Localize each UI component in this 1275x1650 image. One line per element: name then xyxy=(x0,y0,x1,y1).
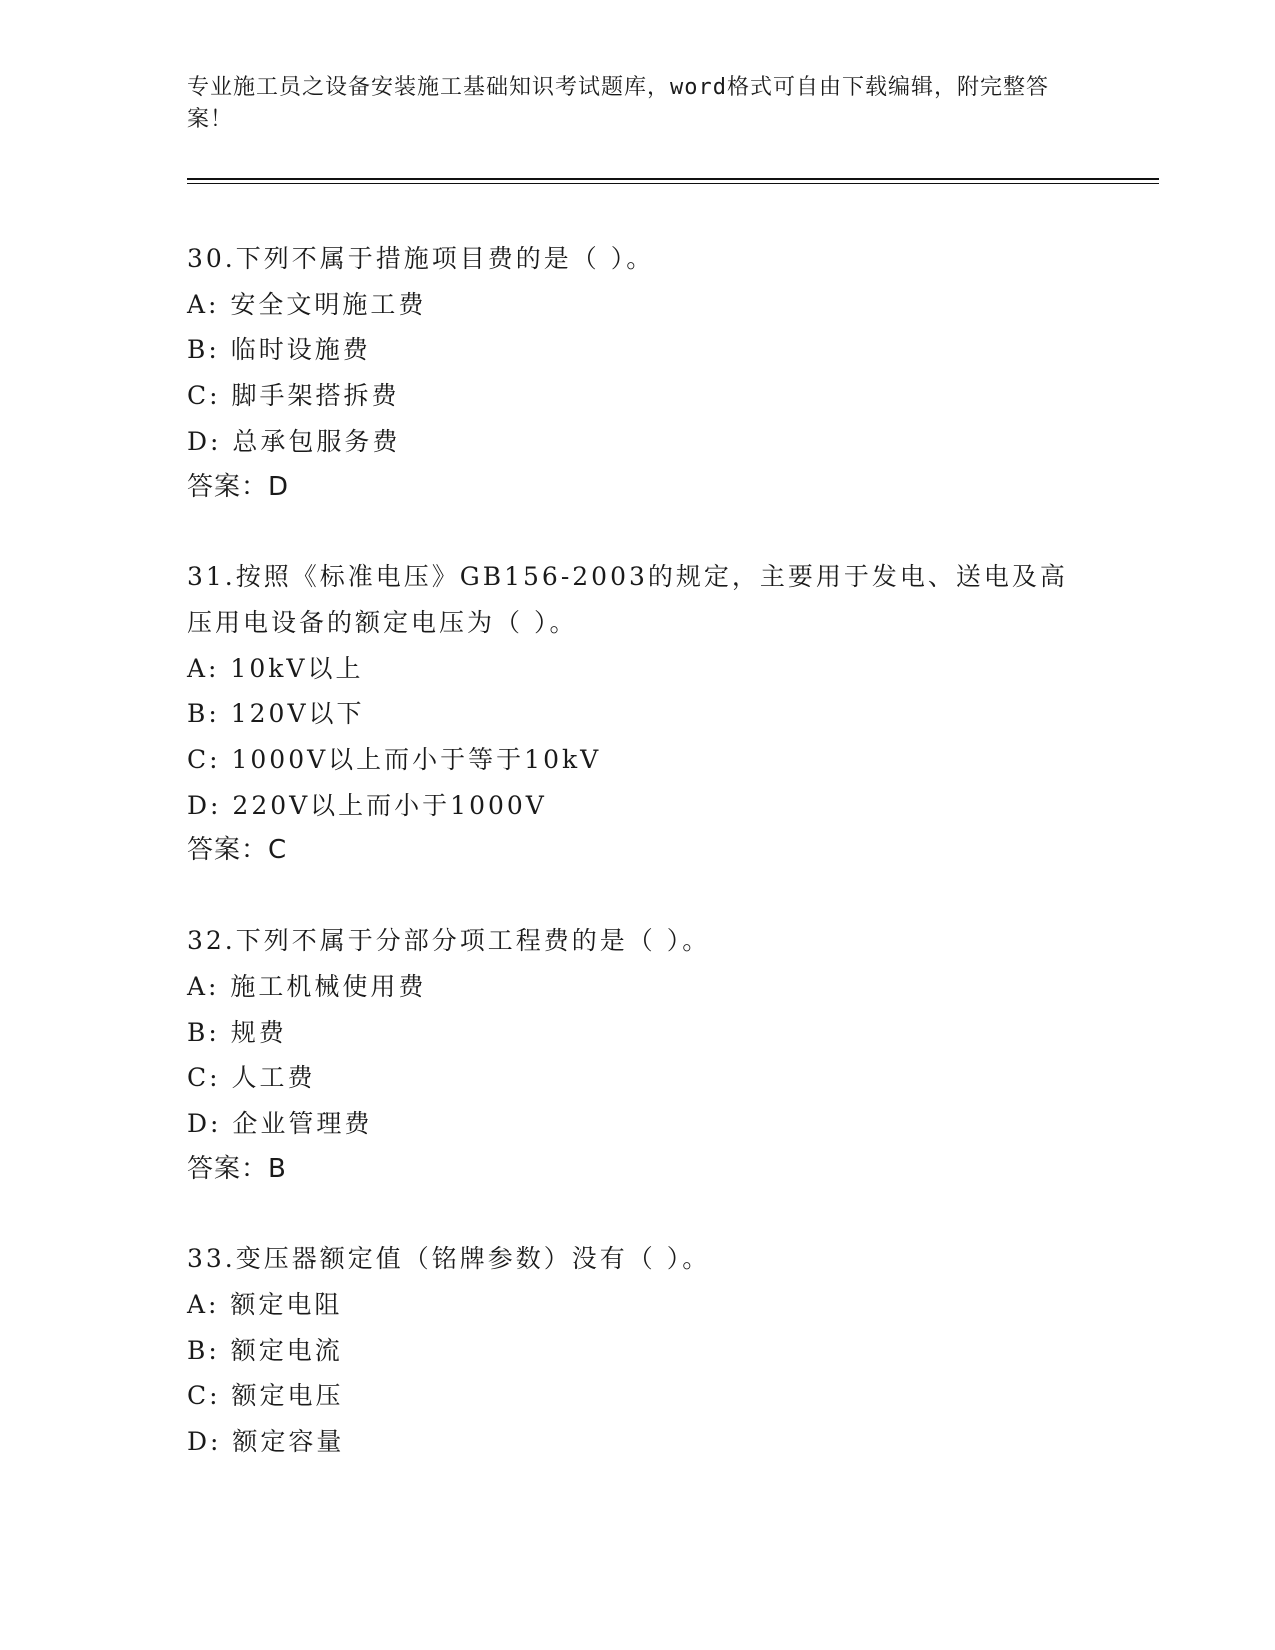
option-c: C: 人工费 xyxy=(187,1063,316,1093)
option-d: D: 额定容量 xyxy=(187,1427,345,1457)
header-divider-top xyxy=(187,178,1159,180)
option-d: D: 220V以上而小于1000V xyxy=(187,790,547,820)
question-32 xyxy=(187,918,1087,1192)
option-a: A: 额定电阻 xyxy=(187,1290,343,1320)
option-b: B: 120V以下 xyxy=(187,699,365,729)
option-c: C: 脚手架搭拆费 xyxy=(187,381,400,411)
option-b: B: 额定电流 xyxy=(187,1335,343,1365)
question-31 xyxy=(187,554,1087,874)
option-b: B: 规费 xyxy=(187,1017,287,1047)
option-b: B: 临时设施费 xyxy=(187,335,371,365)
option-a: A: 10kV以上 xyxy=(187,653,364,683)
question-33 xyxy=(187,1236,1087,1465)
option-a: A: 安全文明施工费 xyxy=(187,289,427,319)
question-stem: 33.变压器额定值（铭牌参数）没有（ ）。 xyxy=(187,1244,711,1274)
question-30 xyxy=(187,236,1087,510)
header-divider-bottom xyxy=(187,183,1159,184)
option-c: C: 额定电压 xyxy=(187,1381,344,1411)
answer: 答案：D xyxy=(187,471,290,502)
option-d: D: 总承包服务费 xyxy=(187,426,401,456)
question-stem: 32.下列不属于分部分项工程费的是（ ）。 xyxy=(187,926,711,956)
document-header: 专业施工员之设备安装施工基础知识考试题库，word格式可自由下载编辑，附完整答案！ xyxy=(187,75,1049,132)
question-stem: 30.下列不属于措施项目费的是（ ）。 xyxy=(187,244,655,273)
question-stem: 31.按照《标准电压》GB156-2003的规定，主要用于发电、送电及高压用电设备的额定电压为（ ）。 xyxy=(187,562,1068,637)
option-d: D: 企业管理费 xyxy=(187,1108,373,1138)
question-list xyxy=(187,236,1087,1509)
option-c: C: 1000V以上而小于等于10kV xyxy=(187,745,602,775)
answer: 答案：C xyxy=(187,835,288,866)
answer: 答案：B xyxy=(187,1153,287,1184)
option-a: A: 施工机械使用费 xyxy=(187,971,427,1001)
